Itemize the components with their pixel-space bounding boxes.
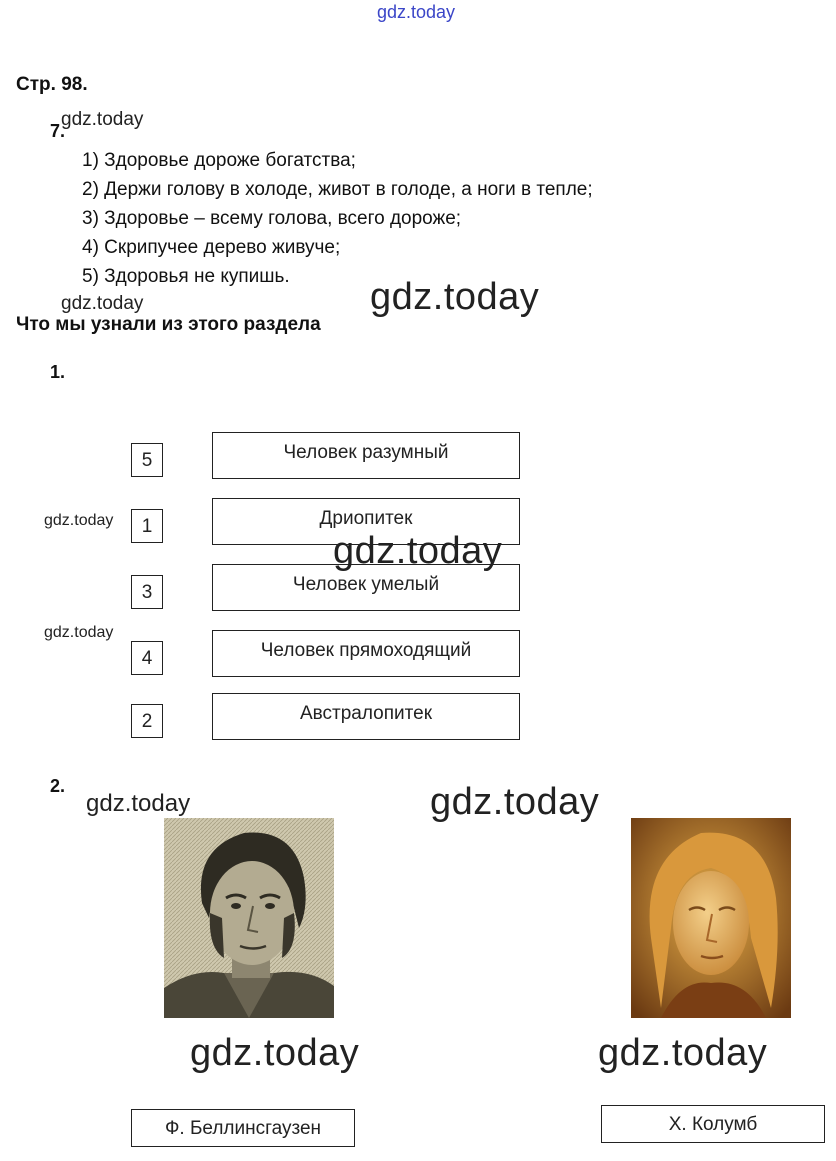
task-2-number: 2. — [50, 776, 66, 796]
watermark: gdz.today — [190, 1032, 360, 1074]
watermark: gdz.today — [333, 530, 503, 572]
watermark-top: gdz.today — [377, 2, 456, 22]
watermark: gdz.today — [61, 293, 144, 314]
caption-columbus: Х. Колумб — [601, 1105, 825, 1143]
watermark: gdz.today — [430, 781, 600, 823]
section-title: Что мы узнали из этого раздела — [16, 314, 321, 335]
task-7-number: 7. — [50, 121, 66, 141]
proverb-3: 3) Здоровье – всему голова, всего дороже; — [82, 208, 462, 229]
watermark: gdz.today — [370, 276, 540, 318]
page-reference: Стр. 98. — [16, 74, 88, 95]
proverb-2: 2) Держи голову в холоде, живот в голоде, а ноги в тепле; — [82, 179, 593, 200]
species-box: Австралопитек — [212, 693, 520, 740]
order-number-box: 5 — [131, 443, 163, 477]
watermark: gdz.today — [61, 109, 144, 130]
order-number-box: 2 — [131, 704, 163, 738]
caption-bellingshausen: Ф. Беллинсгаузен — [131, 1109, 355, 1147]
task-1-number: 1. — [50, 362, 66, 382]
watermark: gdz.today — [44, 624, 114, 641]
order-number-box: 4 — [131, 641, 163, 675]
proverb-4: 4) Скрипучее дерево живуче; — [82, 237, 341, 258]
portrait-columbus — [631, 818, 791, 1018]
portrait-bellingshausen — [164, 818, 334, 1018]
proverb-5: 5) Здоровья не купишь. — [82, 266, 290, 287]
species-box: Человек разумный — [212, 432, 520, 479]
species-box: Человек умелый — [212, 564, 520, 611]
proverb-1: 1) Здоровье дороже богатства; — [82, 150, 356, 171]
order-number-box: 3 — [131, 575, 163, 609]
species-box: Дриопитек — [212, 498, 520, 545]
watermark: gdz.today — [598, 1032, 768, 1074]
watermark: gdz.today — [44, 512, 114, 529]
watermark: gdz.today — [86, 790, 191, 817]
order-number-box: 1 — [131, 509, 163, 543]
species-box: Человек прямоходящий — [212, 630, 520, 677]
